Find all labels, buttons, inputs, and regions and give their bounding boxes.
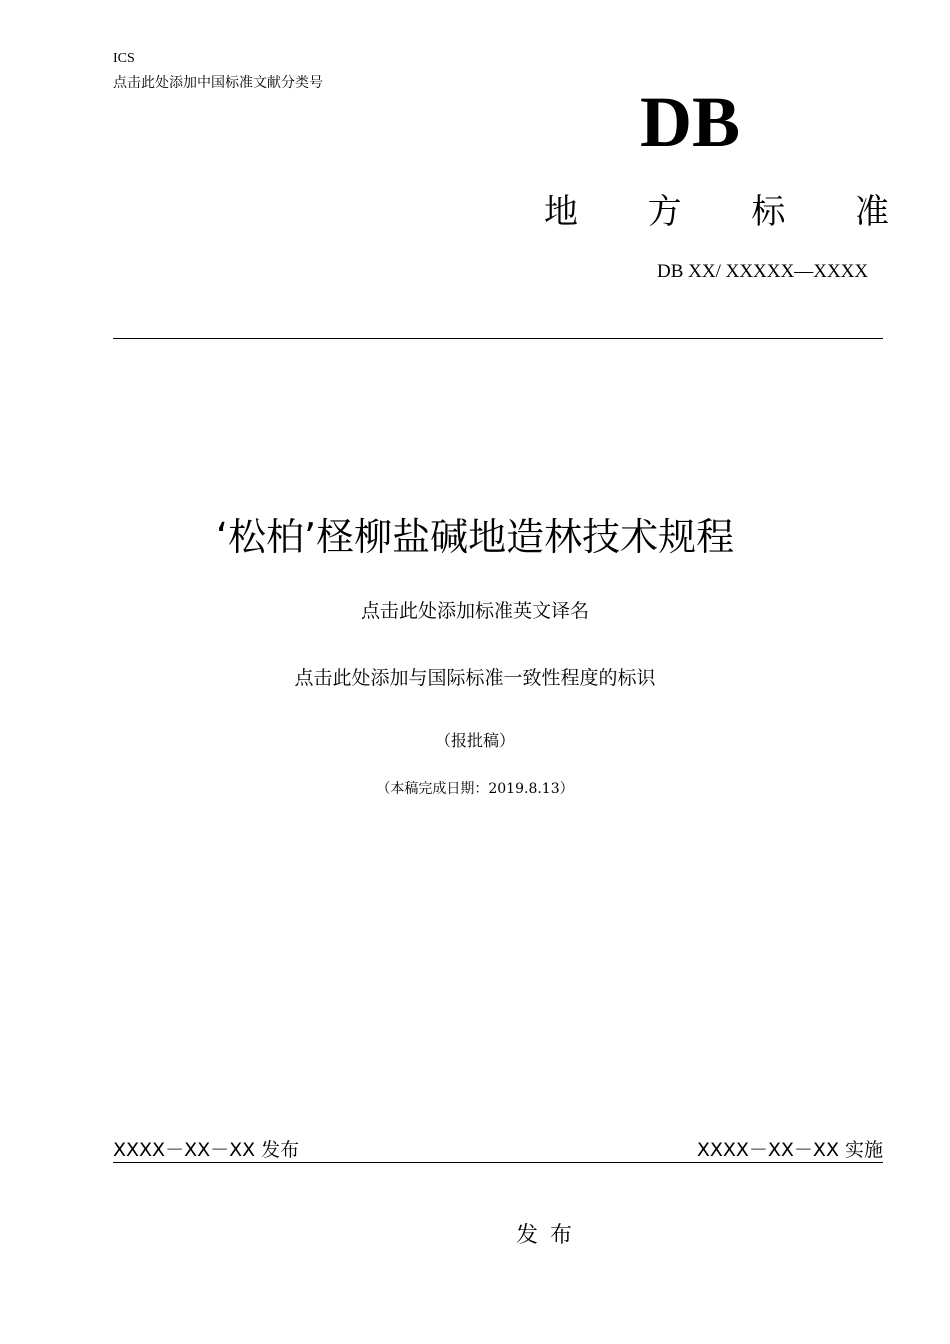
draft-date: （本稿完成日期：2019.8.13） [376,781,574,797]
standard-type-char: 方 [647,191,682,232]
top-divider [113,338,883,339]
standard-title: ‘松柏’柽柳盐碱地造林技术规程 [215,515,735,559]
implement-date: XXXX－XX－XX 实施 [696,1139,883,1161]
standard-type-char: 标 [751,191,786,232]
release-date: XXXX－XX－XX 发布 [113,1139,300,1161]
standard-type-char: 准 [854,191,889,232]
ics-code: ICS [113,51,135,66]
standard-code: DB XX/ XXXXX—XXXX [657,261,869,282]
standard-type [544,185,889,231]
db-logo: DB [639,82,741,162]
draft-stage: （报批稿） [434,731,515,750]
ics-classification-placeholder[interactable]: 点击此处添加中国标准文献分类号 [113,75,323,91]
english-title-placeholder[interactable]: 点击此处添加标准英文译名 [360,600,589,622]
publisher-label: 发布 [515,1223,584,1248]
standard-type-char: 地 [544,191,578,232]
bottom-divider [113,1162,883,1163]
consistency-placeholder[interactable]: 点击此处添加与国际标准一致性程度的标识 [294,667,656,689]
